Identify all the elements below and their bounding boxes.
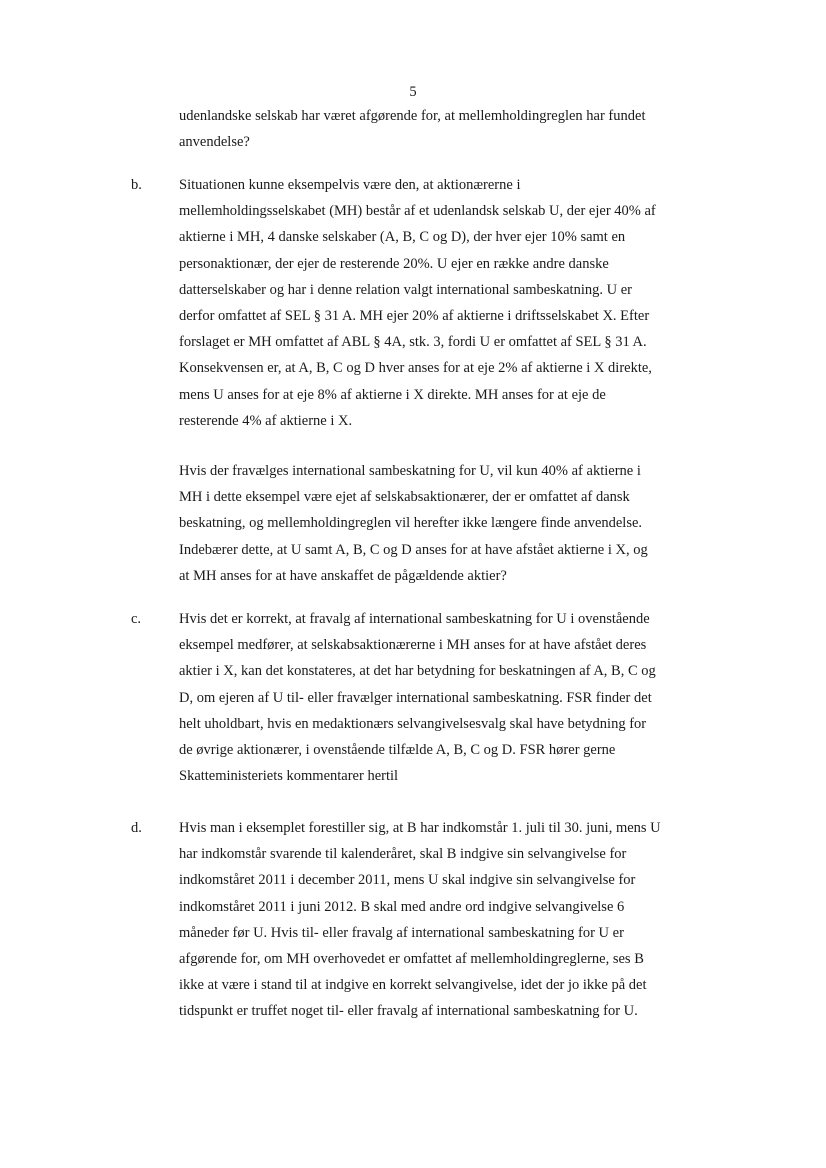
text-line: eksempel medfører, at selskabsaktionærerne i MH anses for at have afstået deres [179, 637, 647, 654]
section-b [179, 172, 727, 434]
text-line: Hvis det er korrekt, at fravalg af international sambeskatning for U i ovenstående [179, 611, 650, 627]
text-line: Hvis der fravælges international sambeskatning for U, vil kun 40% af aktierne i [179, 463, 641, 479]
text-line: måneder før U. Hvis til- eller fravalg af international sambeskatning for U er [179, 924, 624, 941]
text-line: afgørende for, om MH overhovedet er omfattet af mellemholdingreglerne, ses B [179, 951, 644, 968]
text-line: tidspunkt er truffet noget til- eller fravalg af international sambeskatning for U. [179, 1003, 638, 1020]
text-line: aktier i X, kan det konstateres, at det har betydning for beskatningen af A, B, C og [179, 663, 656, 680]
text-line: Skatteministeriets kommentarer hertil [179, 768, 399, 785]
text-line: ikke at være i stand til at indgive en korrekt selvangivelse, idet der jo ikke på det [179, 977, 647, 994]
text-line: aktierne i MH, 4 danske selskaber (A, B, C og D), der hver ejer 10% samt en [179, 229, 626, 246]
page-number: 5 [409, 84, 417, 100]
text-line: at MH anses for at have anskaffet de pågældende aktier? [179, 567, 507, 584]
text-line: resterende 4% af aktierne i X. [179, 412, 353, 429]
section-label-b: b. [131, 177, 142, 193]
text-line: Hvis man i eksemplet forestiller sig, at B har indkomstår 1. juli til 30. juni, mens U [179, 820, 661, 836]
text-line: Situationen kunne eksempelvis være den, at aktionærerne i [179, 177, 521, 193]
text-line: indkomståret 2011 i december 2011, mens U skal indgive sin selvangivelse for [179, 872, 636, 889]
text-line: derfor omfattet af SEL § 31 A. MH ejer 20% af aktierne i driftsselskabet X. Efter [179, 308, 650, 325]
intro-line: udenlandske selskab har været afgørende for, at mellemholdingreglen har fundet [179, 108, 646, 124]
section-label-c: c. [131, 611, 142, 627]
intro-line: anvendelse? [179, 134, 250, 151]
text-line: helt uholdbart, hvis en medaktionærs selvangivelsesvalg skal have betydning for [179, 715, 647, 732]
text-line: Indebærer dette, at U samt A, B, C og D anses for at have afstået aktierne i X, og [179, 541, 648, 558]
section-d [179, 815, 727, 1025]
section-label-d: d. [131, 820, 142, 836]
text-line: har indkomstår svarende til kalenderåret, skal B indgive sin selvangivelse for [179, 846, 627, 863]
section-b-paragraph-1 [179, 172, 727, 434]
section-b-paragraph-2 [179, 458, 727, 589]
text-line: de øvrige aktionærer, i ovenstående tilfælde A, B, C og D. FSR hører gerne [179, 742, 616, 759]
text-line: mellemholdingsselskabet (MH) består af et udenlandsk selskab U, der ejer 40% af [179, 203, 656, 220]
text-line: D, om ejeren af U til- eller fravælger international sambeskatning. FSR finder det [179, 689, 652, 706]
text-line: datterselskaber og har i denne relation valgt international sambeskatning. U er [179, 281, 632, 298]
text-line: indkomståret 2011 i juni 2012. B skal med andre ord indgive selvangivelse 6 [179, 898, 625, 915]
text-line: beskatning, og mellemholdingreglen vil herefter ikke længere finde anvendelse. [179, 515, 643, 532]
text-line: forslaget er MH omfattet af ABL § 4A, stk. 3, fordi U er omfattet af SEL § 31 A. [179, 334, 647, 351]
text-line: mens U anses for at eje 8% af aktierne i X direkte. MH anses for at eje de [179, 386, 606, 403]
text-line: personaktionær, der ejer de resterende 20%. U ejer en række andre danske [179, 255, 609, 272]
text-line: Konsekvensen er, at A, B, C og D hver anses for at eje 2% af aktierne i X direkte, [179, 360, 652, 377]
text-line: MH i dette eksempel være ejet af selskabsaktionærer, der er omfattet af dansk [179, 489, 630, 506]
intro-paragraph [179, 103, 727, 155]
section-c [179, 606, 727, 789]
